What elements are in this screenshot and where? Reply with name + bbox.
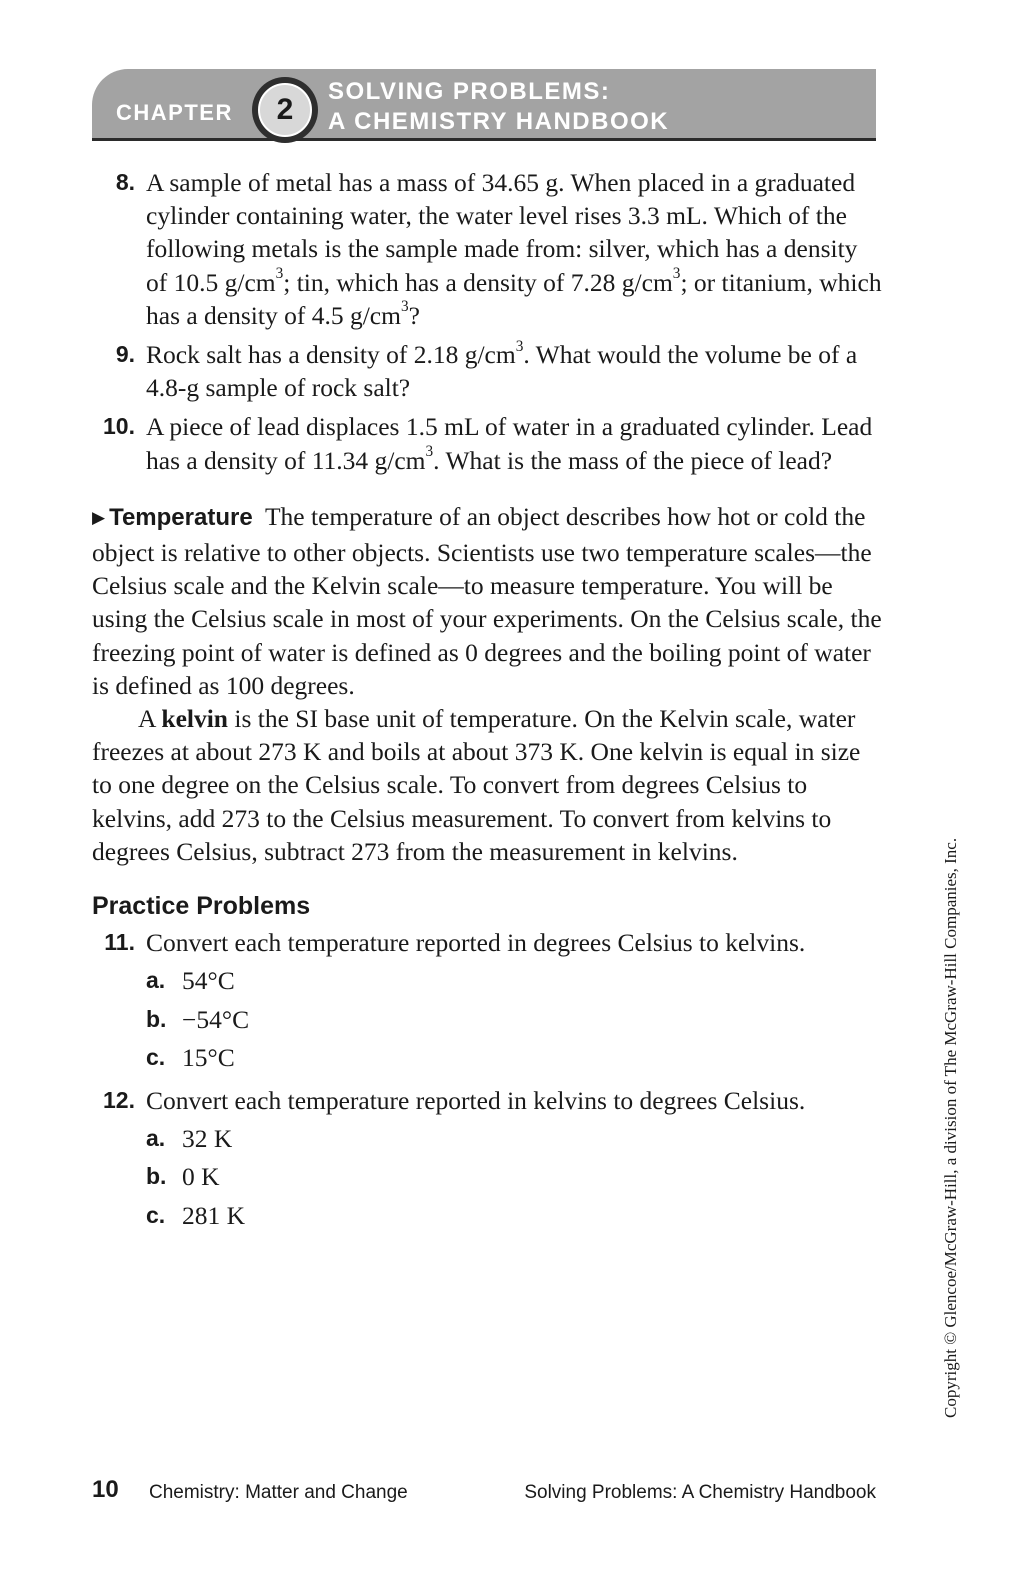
superscript: 3 bbox=[275, 265, 284, 283]
problem-number: 10. bbox=[103, 413, 135, 440]
handbook-title: Solving Problems: A Chemistry Handbook bbox=[524, 1482, 876, 1503]
superscript: 3 bbox=[425, 443, 434, 461]
problem-text: ; tin, which has a density of 7.28 g/cm bbox=[283, 267, 673, 297]
temperature-heading: Temperature bbox=[109, 503, 253, 531]
problem-number: 8. bbox=[115, 169, 135, 195]
sub-item bbox=[146, 1199, 882, 1232]
problem-10 bbox=[92, 410, 882, 476]
problem-9 bbox=[92, 338, 882, 404]
sub-text: 54°C bbox=[182, 966, 235, 996]
superscript: 3 bbox=[515, 337, 524, 355]
sub-letter: b. bbox=[146, 1163, 167, 1190]
chapter-header bbox=[92, 69, 876, 142]
problem-text: A piece of lead displaces 1.5 mL of water in a graduated cylinder. Lead has a density of 11.34 g/cm bbox=[146, 412, 873, 475]
sub-letter: c. bbox=[146, 1201, 166, 1228]
sub-item bbox=[146, 1122, 882, 1155]
temperature-text: The temperature of an object describes how hot or cold the object is relative to other objects. Scientists use two temperature scales—the Celsius scale and the Kelvin scale—to measure temperature. You will be using the Celsius scale in most of your experiments. On the Celsius scale, the freezing point of water is defined as 0 degrees and the boiling point of water is defined as 100 degrees. bbox=[92, 501, 882, 700]
kelvin-term: kelvin bbox=[161, 704, 228, 734]
sub-letter: a. bbox=[146, 1125, 166, 1152]
page-content bbox=[92, 166, 882, 1232]
chapter-label: CHAPTER bbox=[116, 100, 233, 125]
sub-text: 15°C bbox=[182, 1042, 235, 1072]
sub-item bbox=[146, 1003, 882, 1036]
page-footer bbox=[92, 1476, 876, 1510]
temperature-paragraph bbox=[92, 500, 882, 702]
problem-text: Rock salt has a density of 2.18 g/cm bbox=[146, 340, 516, 370]
sub-text: −54°C bbox=[182, 1004, 250, 1034]
problem-8 bbox=[92, 166, 882, 332]
sub-letter: b. bbox=[146, 1005, 167, 1032]
kelvin-text: is the SI base unit of temperature. On the Kelvin scale, water freezes at about 273 K and boils at about 373 K. One kelvin is equal in size to one degree on the Celsius scale. To convert from degrees Celsius to kelvins, add 273 to the Celsius measurement. To convert from kelvins to degrees Celsius, subtract 273 from the measurement in kelvins. bbox=[92, 704, 861, 866]
header-title-line2: A CHEMISTRY HANDBOOK bbox=[328, 108, 670, 135]
problem-text: . What would the volume be of a 4.8-g sample of rock salt? bbox=[146, 340, 858, 403]
sub-text: 281 K bbox=[182, 1200, 246, 1230]
problem-text: A sample of metal has a mass of 34.65 g. When placed in a graduated cylinder containing water, the water level rises 3.3 mL. Which of the following metals is the sample made from: silver, which has a density of 10.5 g/cm bbox=[146, 168, 858, 297]
problem-text: . What is the mass of the piece of lead? bbox=[433, 445, 833, 475]
sub-letter: a. bbox=[146, 967, 166, 994]
problem-text: Convert each temperature reported in kelvins to degrees Celsius. bbox=[146, 1086, 806, 1116]
page-number: 10 bbox=[92, 1476, 119, 1503]
sub-item bbox=[146, 1041, 882, 1074]
sub-text: 32 K bbox=[182, 1124, 233, 1154]
sub-item bbox=[146, 1160, 882, 1193]
sub-letter: c. bbox=[146, 1043, 166, 1070]
problem-number: 9. bbox=[115, 341, 135, 368]
problem-12 bbox=[92, 1084, 882, 1232]
problem-text: ; or titanium, which has a density of 4.5 g/cm bbox=[146, 267, 882, 330]
book-title: Chemistry: Matter and Change bbox=[149, 1482, 408, 1503]
problem-number: 12. bbox=[103, 1087, 135, 1114]
header-title-line1: SOLVING PROBLEMS: bbox=[328, 78, 611, 105]
sub-text: 0 K bbox=[182, 1162, 220, 1192]
chapter-badge bbox=[252, 77, 318, 143]
kelvin-text-start: A bbox=[138, 704, 162, 734]
triangle-bullet-icon: ▶ bbox=[92, 507, 106, 527]
sub-item bbox=[146, 964, 882, 997]
superscript: 3 bbox=[672, 265, 681, 283]
problem-text: Convert each temperature reported in degrees Celsius to kelvins. bbox=[146, 928, 806, 958]
chapter-number: 2 bbox=[258, 83, 312, 137]
problem-11 bbox=[92, 926, 882, 1074]
superscript: 3 bbox=[400, 298, 409, 316]
practice-problems-heading: Practice Problems bbox=[92, 892, 311, 921]
copyright-notice: Copyright © Glencoe/McGraw-Hill, a division of The McGraw-Hill Companies, Inc. bbox=[941, 837, 960, 1418]
problem-text: ? bbox=[408, 300, 420, 330]
kelvin-paragraph bbox=[92, 702, 882, 868]
problem-number: 11. bbox=[104, 929, 135, 956]
